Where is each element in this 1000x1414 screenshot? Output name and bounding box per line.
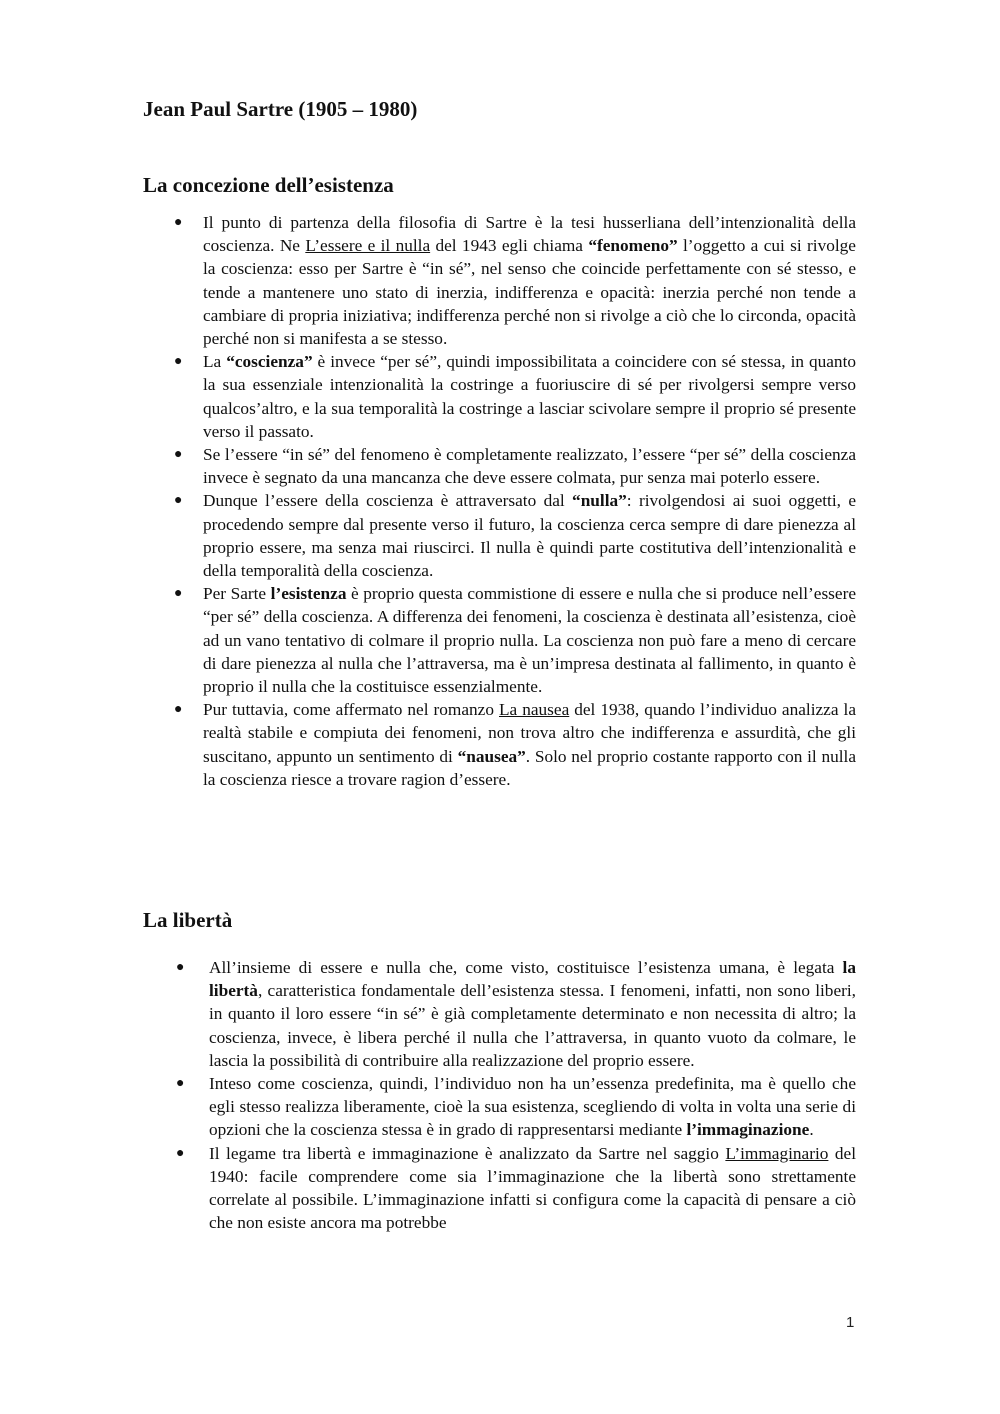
list-item: [176, 1072, 856, 1142]
text-run: Dunque l’essere della coscienza è attraversato dal: [203, 491, 573, 511]
text-run: Se l’essere “in sé” del fenomeno è completamente realizzato, l’essere “per sé” della coscienza invece è segnato da una mancanza che deve essere colmata, pur senza mai poterlo essere.: [203, 445, 856, 488]
text-run: Il legame tra libertà e immaginazione è analizzato da Sartre nel saggio: [209, 1143, 726, 1163]
text-run: : rivolgendosi ai suoi oggetti, e procedendo sempre dal presente verso il futuro, la coscienza cerca sempre di dare pienezza al proprio essere, ma senza mai riuscirci. Il nulla è quindi parte costitutiva dell’intenzionalità e della temporalità della coscienza.: [203, 491, 856, 581]
bold-term: “nulla”: [572, 491, 627, 511]
document-title: Jean Paul Sartre (1905 – 1980): [143, 97, 418, 121]
list-item: [174, 582, 856, 698]
text-run: All’insieme di essere e nulla che, come visto, costituisce l’esistenza umana, è legata: [209, 958, 843, 977]
text-run: . Solo nel proprio costante rapporto con il nulla la coscienza riesce a trovare ragion d’essere.: [203, 746, 856, 789]
list-item: [174, 350, 857, 443]
bullet-icon: ●: [174, 702, 183, 718]
bullet-icon: ●: [174, 586, 183, 602]
bullet-icon: ●: [176, 1145, 185, 1161]
book-title: La nausea: [499, 700, 570, 720]
text-run: l’oggetto a cui si rivolge la coscienza: esso per Sartre è “in sé”, nel senso che coincide perfettamente con sé stesso, e tende a mantenere uno stato di inerzia, indifferenza e opacità: inerzia perché non tende a cambiare di propria iniziativa; indifferenza perché non si rivolge a ciò che lo circonda, opacità perché non si manifesta a se stesso.: [203, 236, 856, 349]
bullet-icon: ●: [174, 447, 183, 463]
bold-term: l’esistenza: [270, 584, 347, 604]
bold-term: “fenomeno”: [588, 236, 678, 256]
text-run: , caratteristica fondamentale dell’esistenza stessa. I fenomeni, infatti, non sono liberi, in quanto il loro essere “in sé” è già completamente determinato e non necessita di altro; la coscienza, invece, è libera perché il nulla che l’attraversa, in quanto vuoto da colmare, le lascia la possibilità di contribuire alla realizzazione del proprio essere.: [209, 981, 856, 1070]
list-item: [174, 489, 856, 582]
text-run: Inteso come coscienza, quindi, l’individuo non ha un’essenza predefinita, ma è quello che egli stesso realizza liberamente, cioè la sua esistenza, scegliendo di volta in volta una serie di opzioni che la coscienza stessa è in grado di rappresentarsi mediante: [209, 1074, 856, 1140]
page-number: 1: [846, 1314, 855, 1331]
bold-term: l’immaginazione: [686, 1120, 810, 1140]
bullet-icon: ●: [176, 1076, 185, 1092]
list-item: [174, 443, 856, 489]
text-run: è invece “per sé”, quindi impossibilitata a coincidere con sé stessa, in quanto la sua essenziale intenzionalità la costringe a fuoriuscire di sé per rivolgersi sempre verso qualcos’altro, e la sua temporalità la costringe a lasciar scivolare sempre il proprio sé presente verso il passato.: [203, 352, 857, 441]
book-title: L’essere e il nulla: [305, 236, 431, 256]
text-run: è proprio questa commistione di essere e nulla che si produce nell’essere “per sé” della coscienza. A differenza dei fenomeni, la coscienza è destinata all’esistenza, cioè ad un vano tentativo di colmare il proprio nulla. La coscienza non può fare a meno di cercare di dare pienezza al nulla che l’attraversa, ma è un’impresa destinata al fallimento, in quanto è proprio il nulla che la costituisce essenzialmente.: [203, 584, 856, 697]
text-run: del 1940: facile comprendere come sia l’immaginazione che la libertà sono strettamente correlate al possibile. L’immaginazione infatti si configura come la capacità di pensare a ciò che non esiste ancora ma potrebbe: [209, 1143, 857, 1233]
list-item: [176, 956, 856, 1072]
text-run: Il punto di partenza della filosofia di Sartre è la tesi husserliana dell’intenzionalità della coscienza. Ne: [203, 213, 856, 256]
list-item: [176, 1142, 857, 1235]
text-run: Pur tuttavia, come affermato nel romanzo: [203, 700, 499, 720]
bullet-list-existence: [174, 211, 857, 791]
bullet-icon: ●: [176, 960, 185, 975]
bold-term: “coscienza”: [226, 352, 313, 372]
text-run: del 1938, quando l’individuo analizza la realtà stabile e compiuta dei fenomeni, non trova altro che indifferenza e assurdità, che gli suscitano, appunto un sentimento di: [203, 700, 856, 766]
bold-term: “nausea”: [457, 746, 526, 766]
text-run: del 1943 egli chiama: [430, 236, 589, 256]
section-heading-existence: La concezione dell’esistenza: [143, 173, 394, 197]
section-heading-freedom: La libertà: [143, 908, 233, 932]
book-title: L’immaginario: [725, 1143, 829, 1163]
bold-term: la libertà: [209, 958, 856, 1001]
list-item: [174, 211, 856, 350]
text-run: .: [809, 1120, 814, 1140]
text-run: La: [203, 352, 227, 372]
text-run: Per Sarte: [203, 584, 271, 604]
bullet-icon: ●: [174, 354, 183, 370]
bullet-icon: ●: [174, 493, 183, 509]
list-item: [174, 698, 856, 791]
bullet-icon: ●: [174, 215, 183, 230]
bullet-list-freedom: [176, 956, 857, 1234]
